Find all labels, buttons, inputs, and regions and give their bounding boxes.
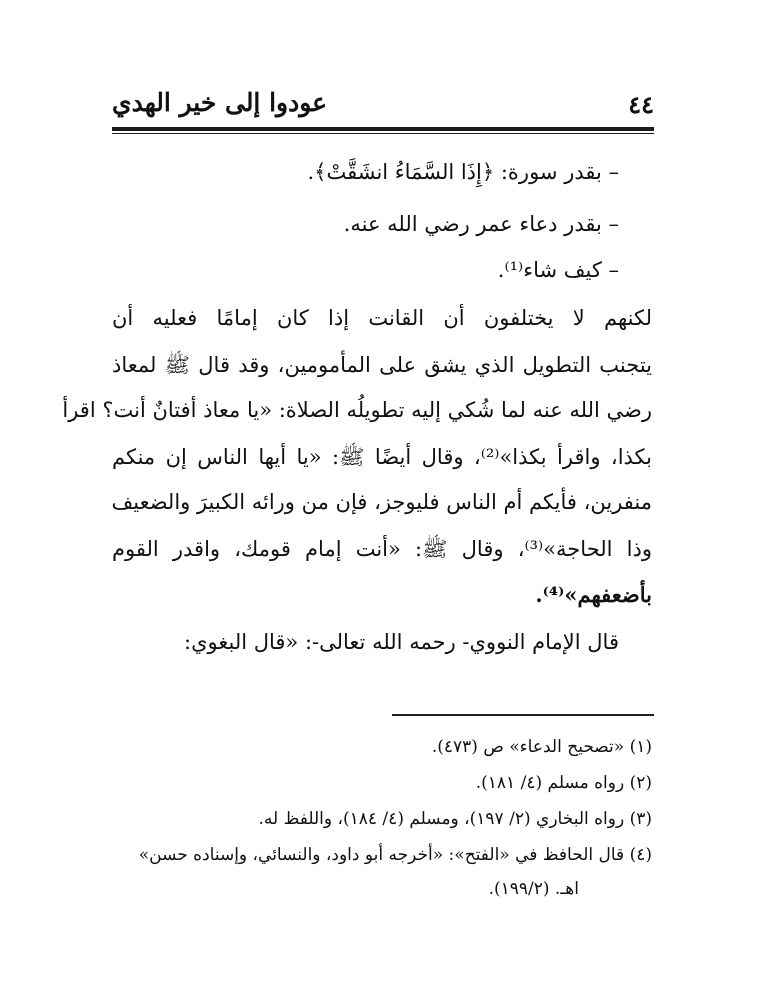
- bullet-line-3: – كيف شاء⁽¹⁾.: [497, 258, 619, 282]
- paragraph-line-4: بكذا، واقرأ بكذا»⁽²⁾، وقال أيضًا ﷺ: «يا أيها الناس إن منكم: [112, 445, 652, 469]
- header-rule-thin: [112, 133, 654, 134]
- footnote-4-continuation: اهـ. (١٩٩/٢).: [488, 879, 579, 899]
- footnote-separator: [392, 714, 654, 716]
- paragraph-line-7: بأضعفهم»⁽⁴⁾.: [535, 582, 652, 607]
- paragraph-line-5: منفرين، فأيكم أم الناس فليوجز، فإن من ورائه الكبيرَ والضعيف: [111, 490, 652, 514]
- page-number: ٤٤: [628, 90, 654, 119]
- paragraph-line-2: يتجنب التطويل الذي يشق على المأمومين، وقد قال ﷺ لمعاذ: [112, 353, 652, 377]
- footnote-1: (١) «تصحيح الدعاء» ص (٤٧٣).: [431, 737, 652, 757]
- bullet-line-2: – بقدر دعاء عمر رضي الله عنه.: [343, 212, 619, 236]
- paragraph-line-1: لكنهم لا يختلفون أن القانت إذا كان إمامًا فعليه أن: [112, 306, 652, 330]
- footnote-4: (٤) قال الحافظ في «الفتح»: «أخرجه أبو داود، والنسائي، وإسناده حسن»: [138, 845, 652, 865]
- paragraph-line-3: رضي الله عنه لما شُكي إليه تطويلُه الصلاة: «يا معاذ أفتانٌ أنت؟ اقرأ: [62, 398, 652, 422]
- paragraph-line-6: وذا الحاجة»⁽³⁾، وقال ﷺ: «أنت إمام قومك، واقدر القوم: [112, 537, 652, 561]
- footnote-2: (٢) رواه مسلم (٤/ ١٨١).: [475, 773, 652, 793]
- page-header: [112, 86, 654, 122]
- paragraph-2: قال الإمام النووي- رحمه الله تعالى-: «قال البغوي:: [184, 630, 619, 654]
- bullet-line-1: – بقدر سورة: ﴿إِذَا السَّمَاءُ انشَقَّتْ﴾.: [307, 160, 619, 184]
- footnote-3: (٣) رواه البخاري (٢/ ١٩٧)، ومسلم (٤/ ١٨٤)، واللفظ له.: [258, 809, 652, 829]
- running-title: عودوا إلى خير الهدي: [112, 88, 328, 117]
- header-rule-thick: [112, 127, 654, 131]
